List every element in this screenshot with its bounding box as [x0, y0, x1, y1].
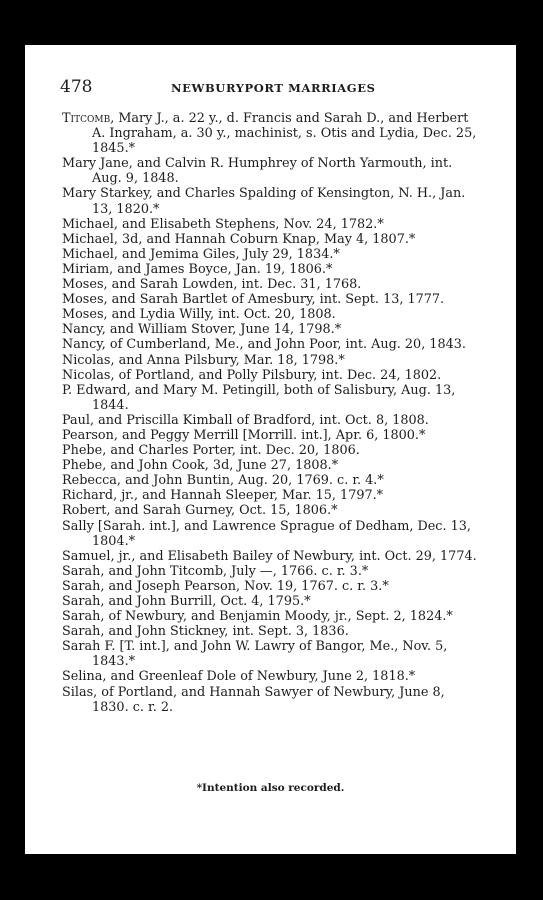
surname-lead: Titcomb	[62, 111, 111, 126]
entry-text: Sarah, and Joseph Pearson, Nov. 19, 1767. c. r. 3.*	[62, 578, 389, 594]
entry-text: Sally [Sarah. int.], and Lawrence Sprague of Dedham, Dec. 13, 1804.*	[62, 518, 471, 549]
marriage-entry	[62, 353, 477, 368]
marriage-entry	[62, 609, 477, 624]
entry-text: Selina, and Greenleaf Dole of Newbury, June 2, 1818.*	[62, 669, 416, 685]
entry-text: Mary Starkey, and Charles Spalding of Kensington, N. H., Jan. 13, 1820.*	[62, 186, 466, 217]
marriage-entry	[62, 111, 477, 156]
entry-text: Sarah F. [T. int.], and John W. Lawry of Bangor, Me., Nov. 5, 1843.*	[62, 639, 448, 670]
marriage-entry	[62, 337, 477, 352]
entry-text: Miriam, and James Boyce, Jan. 19, 1806.*	[62, 261, 333, 277]
marriage-entry	[62, 443, 477, 458]
entry-text: Sarah, and John Burrill, Oct. 4, 1795.*	[62, 594, 311, 609]
marriage-entry	[62, 579, 477, 594]
entry-text: Michael, 3d, and Hannah Coburn Knap, May 4, 1807.*	[62, 231, 416, 247]
marriage-entry	[62, 307, 477, 322]
marriage-entry	[62, 624, 477, 639]
entry-text: Paul, and Priscilla Kimball of Bradford, int. Oct. 8, 1808.	[62, 412, 429, 428]
marriage-entry	[62, 368, 477, 383]
marriage-entry	[62, 639, 477, 669]
marriage-entry	[62, 232, 477, 247]
entry-text: Moses, and Lydia Willy, int. Oct. 20, 1808.	[62, 307, 336, 323]
page-number: 478	[60, 77, 93, 97]
entry-text: Silas, of Portland, and Hannah Sawyer of Newbury, June 8, 1830. c. r. 2.	[62, 684, 445, 715]
marriage-entry	[62, 519, 477, 549]
marriage-entry	[62, 292, 477, 307]
entry-text: Nancy, and William Stover, June 14, 1798.*	[62, 322, 342, 338]
entry-text: Rebecca, and John Buntin, Aug. 20, 1769. c. r. 4.*	[62, 473, 384, 489]
marriage-entry	[62, 473, 477, 488]
entry-text: , Mary J., a. 22 y., d. Francis and Sarah D., and Herbert A. Ingraham, a. 30 y., machinist, s. Otis and Lydia, Dec. 25, 1845.*	[92, 111, 477, 157]
marriage-entry	[62, 428, 477, 443]
entry-text: Moses, and Sarah Lowden, int. Dec. 31, 1768.	[62, 277, 362, 293]
marriage-entry	[62, 685, 477, 715]
page-header	[60, 77, 480, 101]
marriage-entry	[62, 549, 477, 564]
entry-text: Nicolas, and Anna Pilsbury, Mar. 18, 1798.*	[62, 352, 345, 368]
entry-text: Richard, jr., and Hannah Sleeper, Mar. 15, 1797.*	[62, 488, 384, 504]
entry-text: Michael, and Jemima Giles, July 29, 1834.*	[62, 246, 340, 262]
marriage-entry	[62, 594, 477, 609]
marriage-entry	[62, 564, 477, 579]
marriage-entry	[62, 186, 477, 216]
marriage-entry	[62, 322, 477, 337]
entry-text: Sarah, of Newbury, and Benjamin Moody, jr., Sept. 2, 1824.*	[62, 609, 453, 625]
marriage-entry	[62, 217, 477, 232]
entry-text: Pearson, and Peggy Merrill [Morrill. int.], Apr. 6, 1800.*	[62, 427, 426, 443]
entry-text: P. Edward, and Mary M. Petingill, both of Salisbury, Aug. 13, 1844.	[62, 382, 456, 413]
entry-text: Phebe, and Charles Porter, int. Dec. 20, 1806.	[62, 443, 360, 459]
marriage-entry	[62, 383, 477, 413]
marriage-entry	[62, 669, 477, 684]
marriage-entry	[62, 247, 477, 262]
book-page	[25, 45, 516, 854]
entry-text: Mary Jane, and Calvin R. Humphrey of North Yarmouth, int. Aug. 9, 1848.	[62, 156, 453, 187]
entry-text: Nicolas, of Portland, and Polly Pilsbury, int. Dec. 24, 1802.	[62, 367, 442, 383]
marriage-entry	[62, 277, 477, 292]
entry-text: Moses, and Sarah Bartlet of Amesbury, int. Sept. 13, 1777.	[62, 292, 445, 308]
entry-text: Sarah, and John Titcomb, July —, 1766. c. r. 3.*	[62, 563, 369, 579]
entry-text: Michael, and Elisabeth Stephens, Nov. 24, 1782.*	[62, 216, 384, 232]
entry-text: Sarah, and John Stickney, int. Sept. 3, 1836.	[62, 624, 349, 640]
marriage-entry	[62, 262, 477, 277]
running-title: NEWBURYPORT MARRIAGES	[171, 81, 376, 95]
entry-text: Nancy, of Cumberland, Me., and John Poor, int. Aug. 20, 1843.	[62, 337, 466, 353]
marriage-entry	[62, 488, 477, 503]
marriage-entries	[62, 111, 477, 715]
entry-text: Robert, and Sarah Gurney, Oct. 15, 1806.*	[62, 503, 338, 519]
marriage-entry	[62, 156, 477, 186]
entry-text: Phebe, and John Cook, 3d, June 27, 1808.*	[62, 458, 339, 474]
marriage-entry	[62, 413, 477, 428]
marriage-entry	[62, 458, 477, 473]
entry-text: Samuel, jr., and Elisabeth Bailey of Newbury, int. Oct. 29, 1774.	[62, 548, 477, 564]
footnote: *Intention also recorded.	[196, 782, 345, 794]
marriage-entry	[62, 503, 477, 518]
